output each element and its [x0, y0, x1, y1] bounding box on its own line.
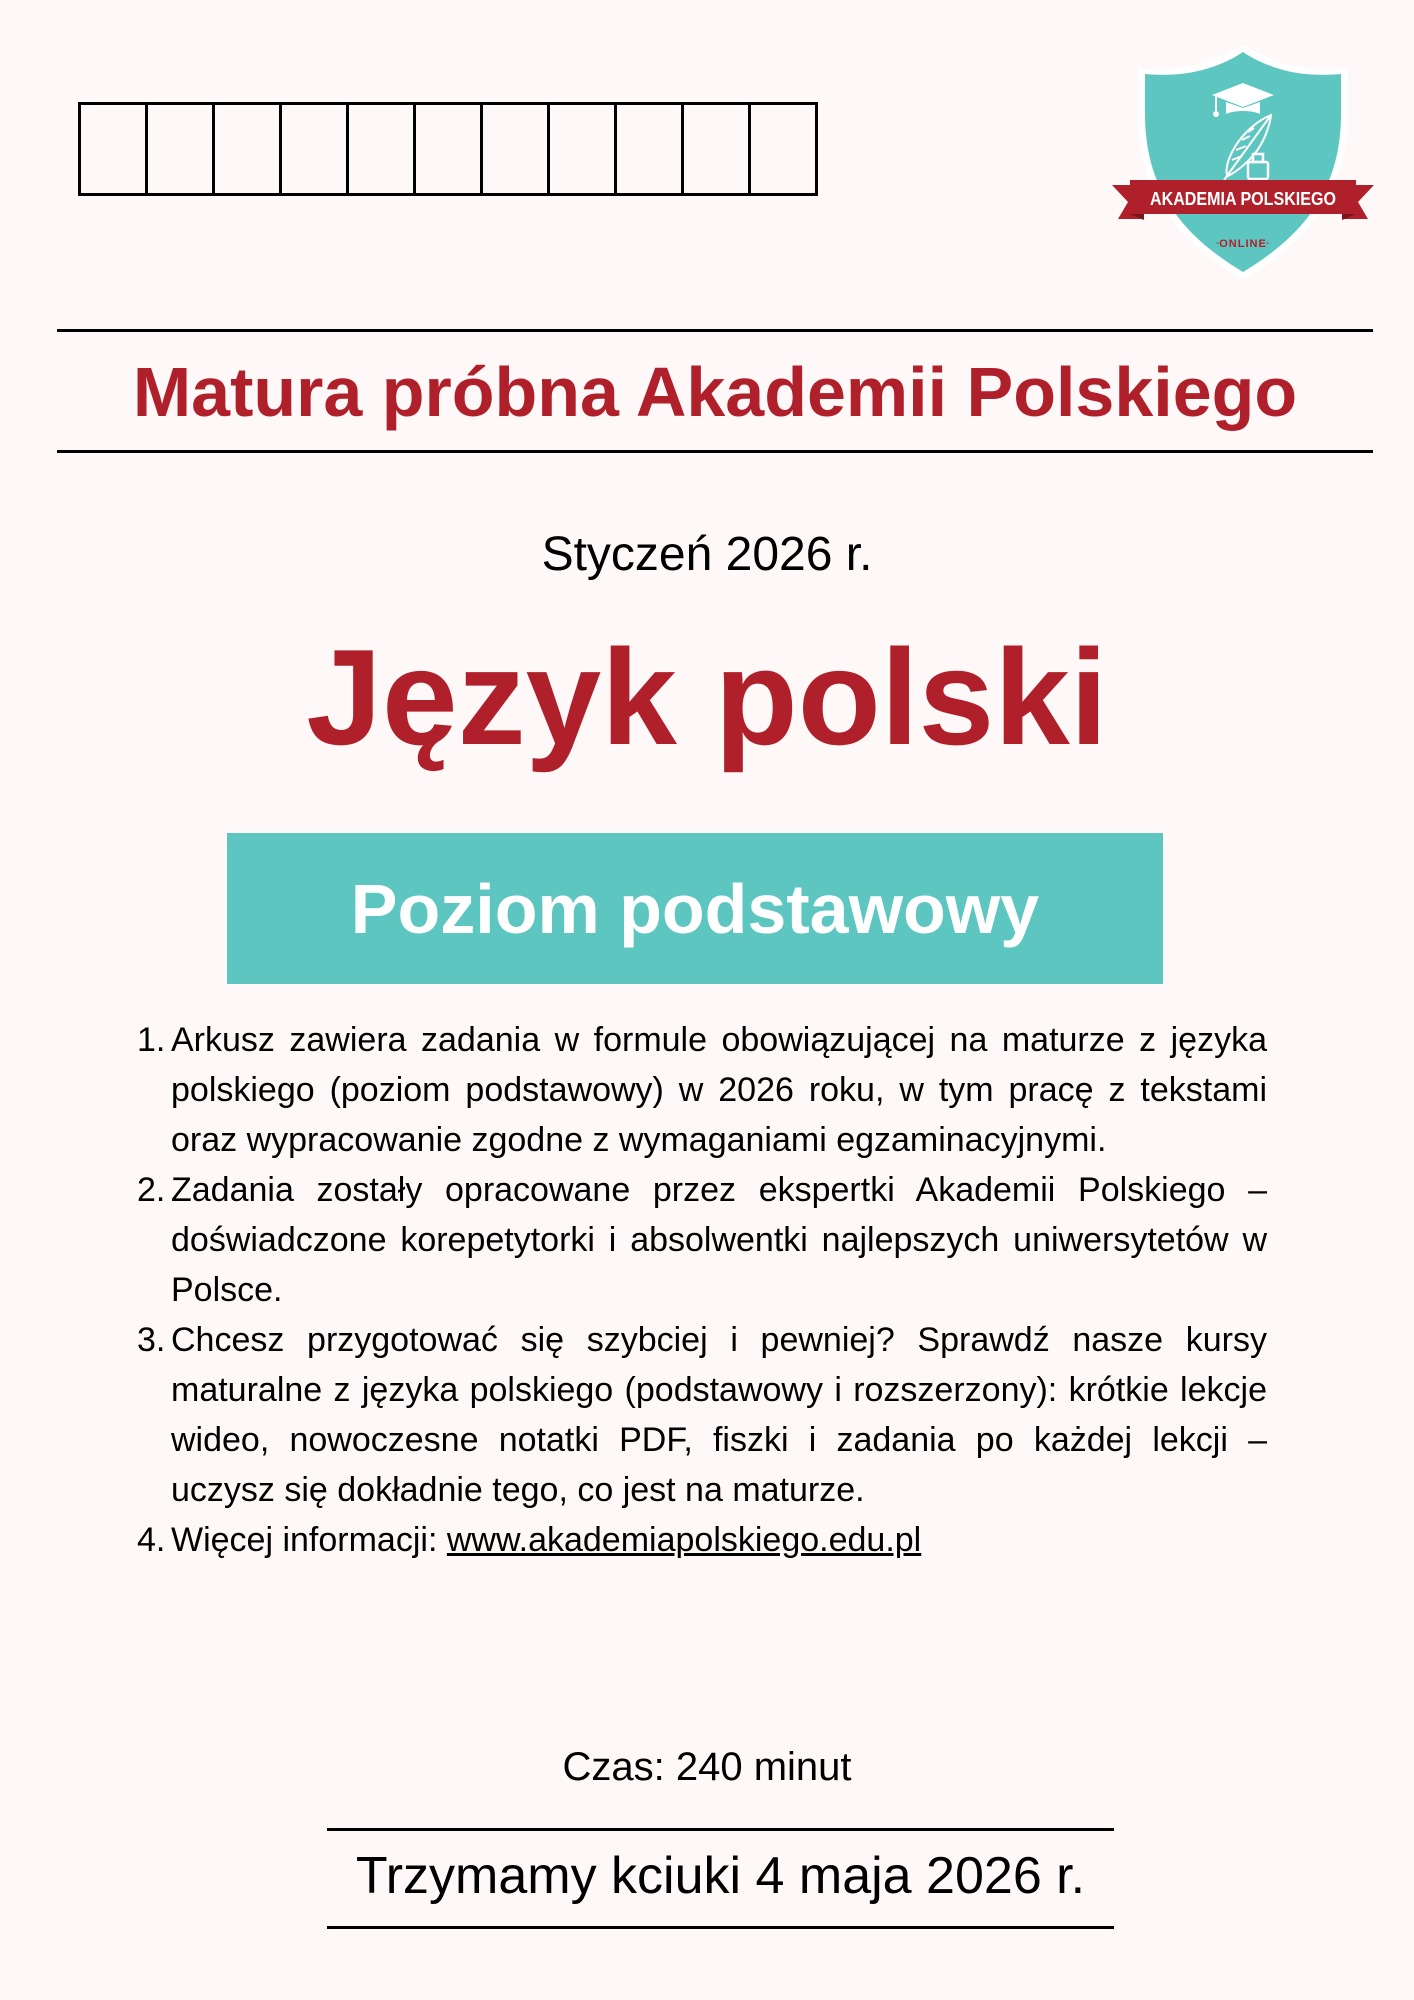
code-box[interactable]: [681, 102, 751, 196]
instruction-item: [137, 1015, 1267, 1165]
svg-text:AKADEMIA POLSKIEGO: AKADEMIA POLSKIEGO: [1150, 189, 1336, 209]
code-box[interactable]: [547, 102, 617, 196]
divider-top: [57, 329, 1373, 332]
item-number: 4.: [137, 1521, 166, 1559]
exam-duration: Czas: 240 minut: [562, 1745, 852, 1789]
item-text: Zadania zostały opracowane przez ekspertki Akademii Polskiego – doświadczone korepetytorki i absolwentki najlepszych uniwersytetów w Polsce.: [171, 1171, 1267, 1309]
svg-text:-: -: [1266, 238, 1270, 249]
item-text: Więcej informacji:: [171, 1521, 447, 1559]
exam-date: Styczeń 2026 r.: [541, 528, 873, 581]
item-text: Arkusz zawiera zadania w formule obowiązującej na maturze z języka polskiego (poziom podstawowy) w 2026 roku, w tym pracę z tekstami oraz wypracowanie zgodne z wymaganiami egzaminacyjnymi.: [171, 1021, 1267, 1159]
item-number: 2.: [137, 1171, 166, 1209]
svg-text:ONLINE: ONLINE: [1219, 238, 1267, 250]
code-box[interactable]: [748, 102, 818, 196]
subject-title: Język polski: [306, 621, 1108, 773]
code-box[interactable]: [78, 102, 148, 196]
shield-logo-icon: [1108, 42, 1378, 282]
website-link[interactable]: www.akademiapolskiego.edu.pl: [446, 1521, 922, 1559]
instruction-item: [137, 1515, 1267, 1565]
instruction-item: [137, 1165, 1267, 1315]
student-code-boxes: [78, 102, 818, 196]
code-box[interactable]: [145, 102, 215, 196]
code-box[interactable]: [346, 102, 416, 196]
exam-title: Matura próbna Akademii Polskiego: [132, 353, 1298, 431]
level-banner: [227, 833, 1163, 984]
svg-text:-: -: [1216, 238, 1220, 249]
code-box[interactable]: [614, 102, 684, 196]
good-luck-message: Trzymamy kciuki 4 maja 2026 r.: [355, 1847, 1086, 1905]
item-number: 3.: [137, 1321, 166, 1359]
code-box[interactable]: [212, 102, 282, 196]
code-box[interactable]: [279, 102, 349, 196]
divider-footer-bottom: [327, 1926, 1114, 1929]
code-box[interactable]: [413, 102, 483, 196]
item-text: Chcesz przygotować się szybciej i pewniej? Sprawdź nasze kursy maturalne z języka polskiego (podstawowy i rozszerzony): krótkie lekcje wideo, nowoczesne notatki PDF, fiszki i zadania po każdej lekcji – uczysz się dokładnie tego, co jest na maturze.: [171, 1321, 1267, 1509]
instructions-list: [137, 1015, 1267, 1565]
item-number: 1.: [137, 1021, 166, 1059]
akademia-polskiego-logo: [1108, 42, 1378, 282]
divider-footer-top: [327, 1828, 1114, 1831]
code-box[interactable]: [480, 102, 550, 196]
divider-title-bottom: [57, 450, 1373, 453]
level-label: Poziom podstawowy: [350, 869, 1040, 948]
instruction-item: [137, 1315, 1267, 1515]
